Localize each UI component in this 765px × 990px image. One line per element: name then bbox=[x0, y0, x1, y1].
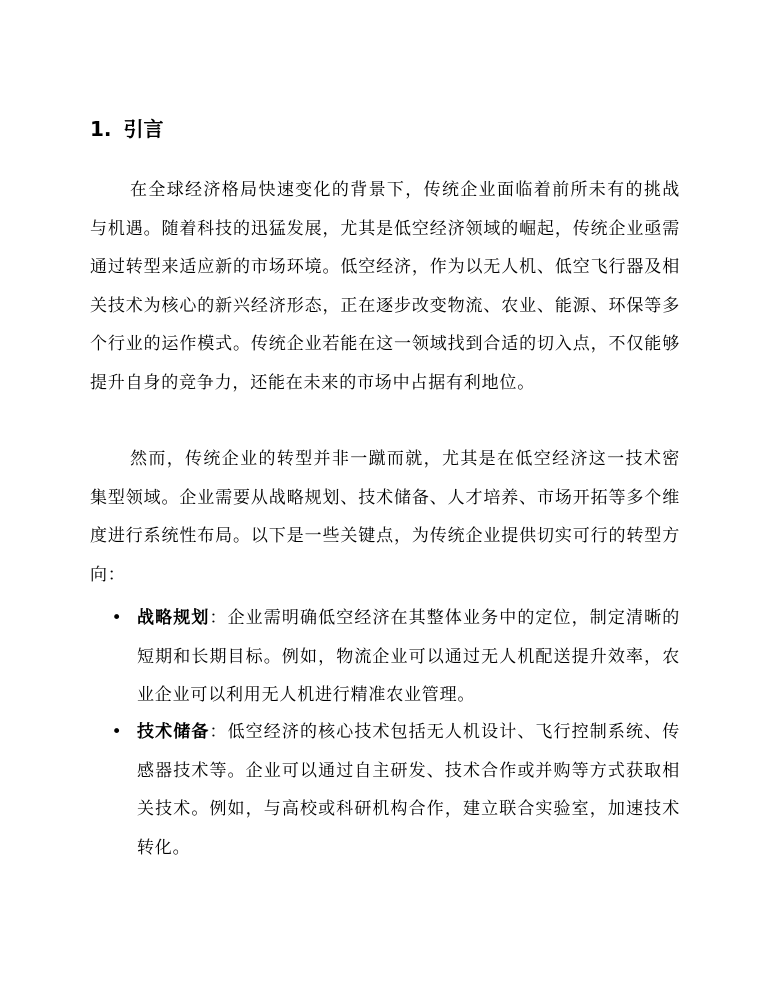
intro-paragraph-2: 然而，传统企业的转型并非一蹴而就，尤其是在低空经济这一技术密集型领域。企业需要从战略规划、技术储备、人才培养、市场开拓等多个维度进行系统性布局。以下是一些关键点，为传统企业提供切实可行的转型方向： bbox=[90, 449, 680, 585]
bullet-list-1 bbox=[110, 599, 680, 715]
bullet-marker: • bbox=[111, 722, 123, 742]
bullet-term: 技术储备 bbox=[137, 722, 210, 742]
bullet-marker: • bbox=[111, 608, 123, 628]
section-title: 引言 bbox=[123, 117, 164, 141]
bullet-term: 战略规划 bbox=[137, 608, 210, 628]
intro-paragraph-1: 在全球经济格局快速变化的背景下，传统企业面临着前所未有的挑战与机遇。随着科技的迅猛发展，尤其是低空经济领域的崛起，传统企业亟需通过转型来适应新的市场环境。低空经济，作为以无人机、低空飞行器及相关技术为核心的新兴经济形态，正在逐步改变物流、农业、能源、环保等多个行业的运作模式。传统企业若能在这一领域找到合适的切入点，不仅能够提升自身的竞争力，还能在未来的市场中占据有利地位。 bbox=[90, 180, 680, 393]
bullet-item-technology bbox=[110, 713, 680, 867]
section-heading bbox=[90, 114, 164, 144]
bullet-text: ：企业需明确低空经济在其整体业务中的定位，制定清晰的短期和长期目标。例如，物流企业可以通过无人机配送提升效率，农业企业可以利用无人机进行精准农业管理。 bbox=[137, 608, 680, 705]
section-number: 1. bbox=[90, 117, 112, 141]
bullet-item-strategy bbox=[110, 599, 680, 715]
bullet-list-2 bbox=[110, 713, 680, 867]
bullet-text: ：低空经济的核心技术包括无人机设计、飞行控制系统、传感器技术等。企业可以通过自主研发、技术合作或并购等方式获取相关技术。例如，与高校或科研机构合作，建立联合实验室，加速技术转化。 bbox=[137, 722, 680, 858]
